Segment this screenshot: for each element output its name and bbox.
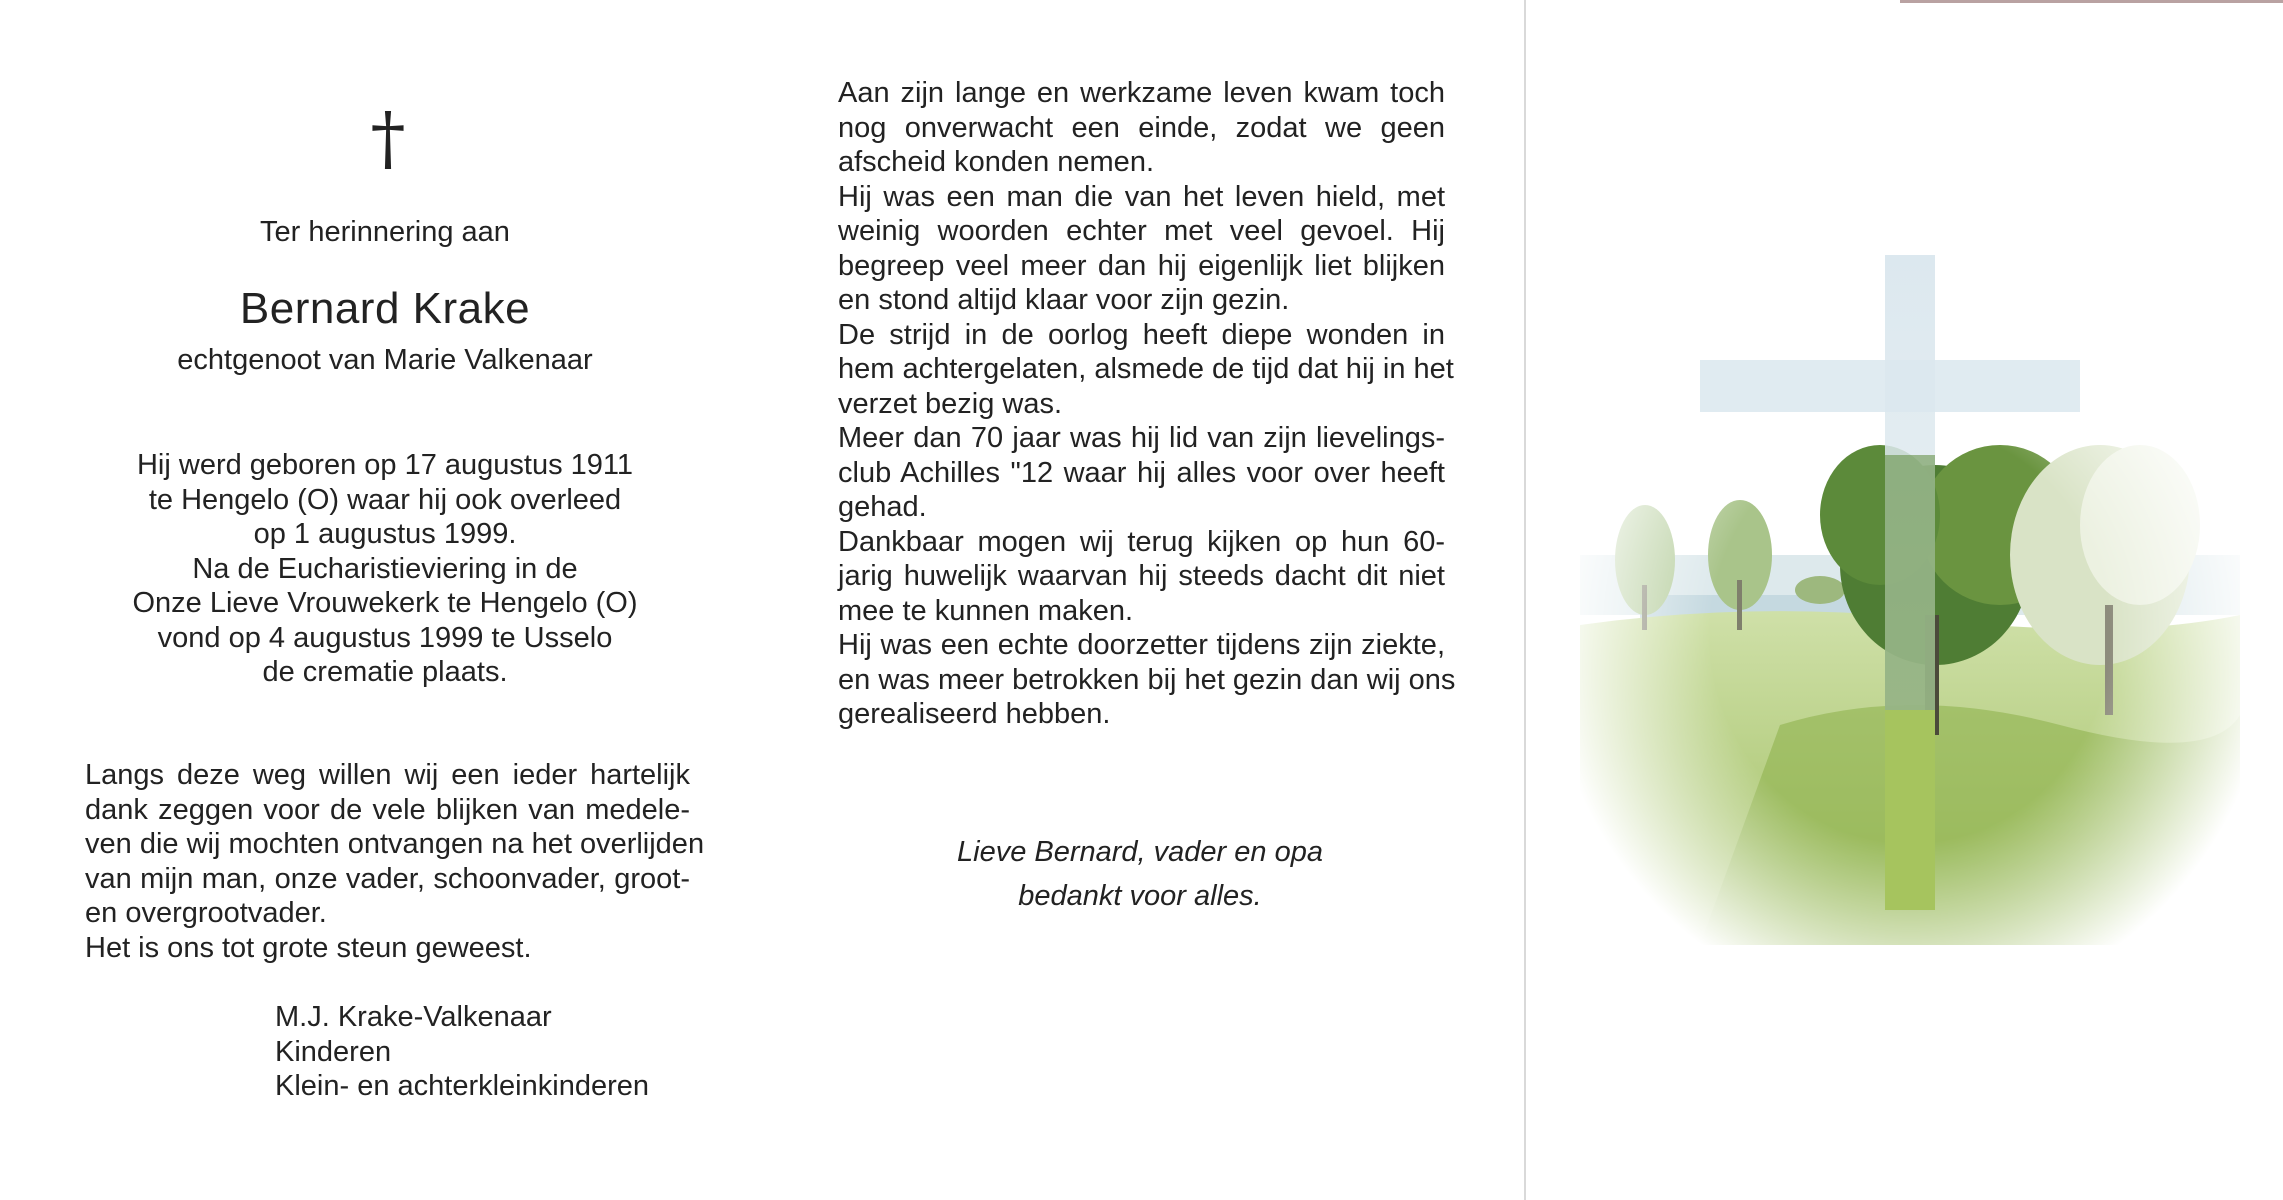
bio-line: op 1 augustus 1999. (253, 518, 517, 550)
thanks-line: dank zeggen voor de vele blijken van medele- (85, 793, 690, 826)
bio-line: Hij werd geboren op 17 augustus 1911 (136, 449, 634, 481)
story-line: gerealiseerd hebben. (838, 698, 1111, 730)
bio-line: de crematie plaats. (262, 656, 508, 688)
story-line: Meer dan 70 jaar was hij lid van zijn lievelings- (838, 422, 1445, 454)
bio-line: Onze Lieve Vrouwekerk te Hengelo (O) (132, 587, 638, 619)
story-line: mee te kunnen maken. (838, 594, 1134, 627)
signatory-line: M.J. Krake-Valkenaar (275, 1001, 552, 1033)
thanks-line: ven die wij mochten ontvangen na het overlijden (85, 828, 705, 860)
life-story (838, 76, 1456, 732)
closing-line: Lieve Bernard, vader en opa (957, 836, 1323, 868)
bio-line: te Hengelo (O) waar hij ook overleed (148, 483, 622, 516)
signatory-line: Klein- en achterkleinkinderen (275, 1070, 649, 1102)
story-line: begreep veel meer dan hij eigenlijk liet blijken (838, 249, 1445, 282)
card-top-edge (1900, 0, 2283, 3)
deceased-name: Bernard Krake (239, 284, 531, 333)
thanks-paragraph (85, 758, 705, 965)
landscape-cross-image (1580, 255, 2240, 945)
story-line: en stond altijd klaar voor zijn gezin. (838, 284, 1290, 316)
story-line: jarig huwelijk waarvan hij steeds dacht dit niet (838, 560, 1445, 592)
story-line: hem achtergelaten, alsmede de tijd dat hij in het (838, 353, 1454, 385)
fold-line (1524, 0, 1526, 1200)
cross-icon: † (370, 97, 406, 179)
story-line: weinig woorden echter met veel gevoel. Hij (838, 215, 1445, 247)
story-line: nog onverwacht een einde, zodat we geen (838, 111, 1445, 144)
thanks-line: Het is ons tot grote steun geweest. (85, 931, 532, 964)
closing-words (840, 830, 1440, 918)
story-line: Dankbaar mogen wij terug kijken op hun 60- (838, 525, 1445, 558)
story-line: Hij was een echte doorzetter tijdens zijn ziekte, (838, 629, 1445, 661)
story-line: Aan zijn lange en werkzame leven kwam toch (838, 77, 1445, 109)
signatory-line: Kinderen (275, 1035, 392, 1068)
story-line: afscheid konden nemen. (838, 146, 1154, 178)
signatories (275, 1000, 649, 1104)
closing-line: bedankt voor alles. (1018, 880, 1262, 912)
story-line: Hij was een man die van het leven hield, met (838, 180, 1445, 213)
spouse-line: echtgenoot van Marie Valkenaar (177, 344, 593, 376)
story-line: club Achilles "12 waar hij alles voor over heeft (838, 456, 1445, 489)
thanks-line: van mijn man, onze vader, schoonvader, groot- (85, 862, 690, 895)
story-line: De strijd in de oorlog heeft diepe wonden in (838, 318, 1445, 351)
biography (85, 448, 685, 690)
cross-lower-stem (1885, 710, 1935, 910)
story-line: gehad. (838, 491, 927, 523)
story-line: en was meer betrokken bij het gezin dan wij ons (838, 663, 1456, 696)
bio-line: Na de Eucharistieviering in de (192, 552, 578, 585)
intro-text: Ter herinnering aan (260, 216, 510, 248)
thanks-line: en overgrootvader. (85, 897, 327, 929)
thanks-line: Langs deze weg willen wij een ieder hartelijk (85, 759, 690, 791)
bio-line: vond op 4 augustus 1999 te Usselo (157, 621, 613, 654)
story-line: verzet bezig was. (838, 387, 1063, 420)
